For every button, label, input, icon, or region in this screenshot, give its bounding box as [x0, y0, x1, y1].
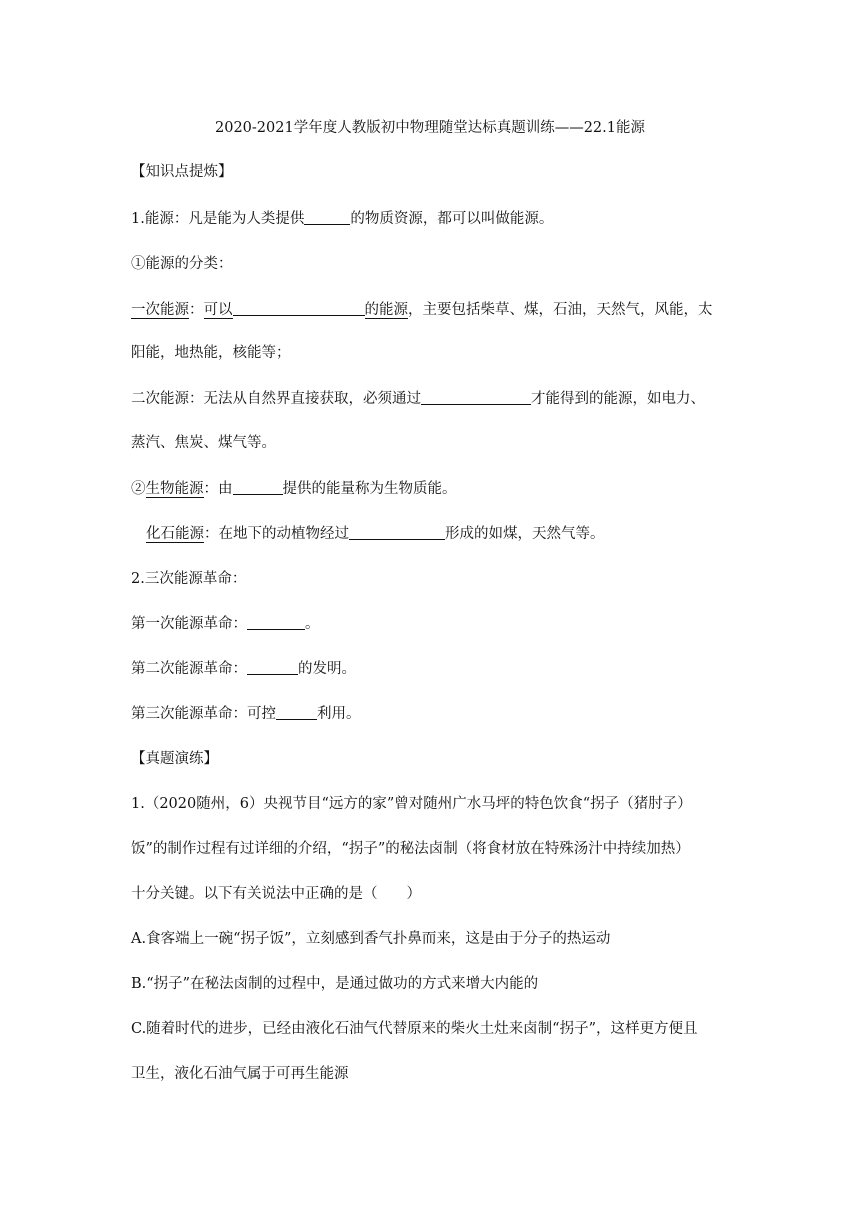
text: ：在地下的动植物经过: [204, 526, 349, 542]
text: 。: [305, 616, 320, 632]
question-1-line-1: 1.（2020随州，6）央视节目“远方的家”曾对随州广水马坪的特色饮食“拐子（猪肘子）: [131, 796, 692, 812]
text: 才能得到的能源，如电力、: [531, 391, 705, 407]
option-c-line-2: 卫生，液化石油气属于可再生能源: [131, 1066, 349, 1082]
question-1-line-2: 饭”的制作过程有过详细的介绍，“拐子”的秘法卤制（将食材放在特殊汤汁中持续加热）: [131, 841, 690, 857]
knowledge-line-3: [131, 300, 713, 320]
fill-blank: [304, 209, 350, 225]
knowledge-line-3b: 阳能，地热能，核能等；: [131, 345, 291, 361]
option-c-line-1: C.随着时代的进步，已经由液化石油气代替原来的柴火土灶来卤制“拐子”，这样更方便且: [131, 1021, 698, 1037]
option-b: B.“拐子”在秘法卤制的过程中，是通过做功的方式来增大内能的: [131, 976, 539, 992]
text: ②: [131, 481, 146, 497]
text: 形成的如煤，天然气等。: [445, 526, 605, 542]
document-title: 2020-2021学年度人教版初中物理随堂达标真题训练——22.1能源: [215, 120, 645, 136]
text: 提供的能量称为生物质能。: [282, 481, 457, 497]
knowledge-line-4: [131, 389, 705, 409]
underlined-term: 一次能源: [131, 302, 189, 318]
text: 的发明。: [298, 661, 356, 677]
knowledge-line-9: [131, 659, 356, 679]
underlined-term: 化石能源: [146, 526, 204, 542]
knowledge-line-1: [131, 209, 553, 229]
fill-blank: [247, 614, 305, 630]
text: ：: [189, 302, 204, 318]
fill-blank: [276, 704, 317, 720]
underlined-text: 可以: [203, 302, 233, 318]
knowledge-line-2: ①能源的分类：: [131, 256, 233, 272]
text: 二次能源：无法从自然界直接获取，必须通过: [131, 391, 421, 407]
fill-blank: [421, 389, 531, 405]
knowledge-line-8: [131, 614, 320, 634]
underlined-text: 的能源: [364, 302, 408, 318]
text: 第三次能源革命：可控: [131, 706, 276, 722]
knowledge-line-4b: 蒸汽、焦炭、煤气等。: [131, 435, 276, 451]
text: 第一次能源革命：: [131, 616, 247, 632]
underlined-term: 生物能源: [145, 481, 204, 497]
fill-blank: [233, 300, 365, 316]
knowledge-line-5: [131, 479, 457, 499]
knowledge-line-7: 2.三次能源革命：: [131, 571, 247, 587]
text: 利用。: [317, 706, 361, 722]
knowledge-line-10: [131, 704, 361, 724]
option-a: A.食客端上一碗“拐子饭”，立刻感到香气扑鼻而来，这是由于分子的热运动: [131, 931, 611, 947]
section-heading-exercises: 【真题演练】: [131, 751, 218, 767]
text: ，主要包括柴草、煤，石油，天然气，风能，太: [408, 302, 713, 318]
fill-blank: [247, 659, 298, 675]
knowledge-line-6: [146, 524, 605, 544]
text: 的物质资源，都可以叫做能源。: [350, 211, 554, 227]
section-heading-knowledge: 【知识点提炼】: [131, 164, 233, 180]
fill-blank: [233, 479, 283, 495]
text: 第二次能源革命：: [131, 661, 247, 677]
text: ：由: [203, 481, 233, 497]
fill-blank: [349, 524, 445, 540]
question-1-line-3: 十分关键。以下有关说法中正确的是（ ）: [131, 886, 421, 902]
text: 1.能源：凡是能为人类提供: [131, 211, 305, 227]
